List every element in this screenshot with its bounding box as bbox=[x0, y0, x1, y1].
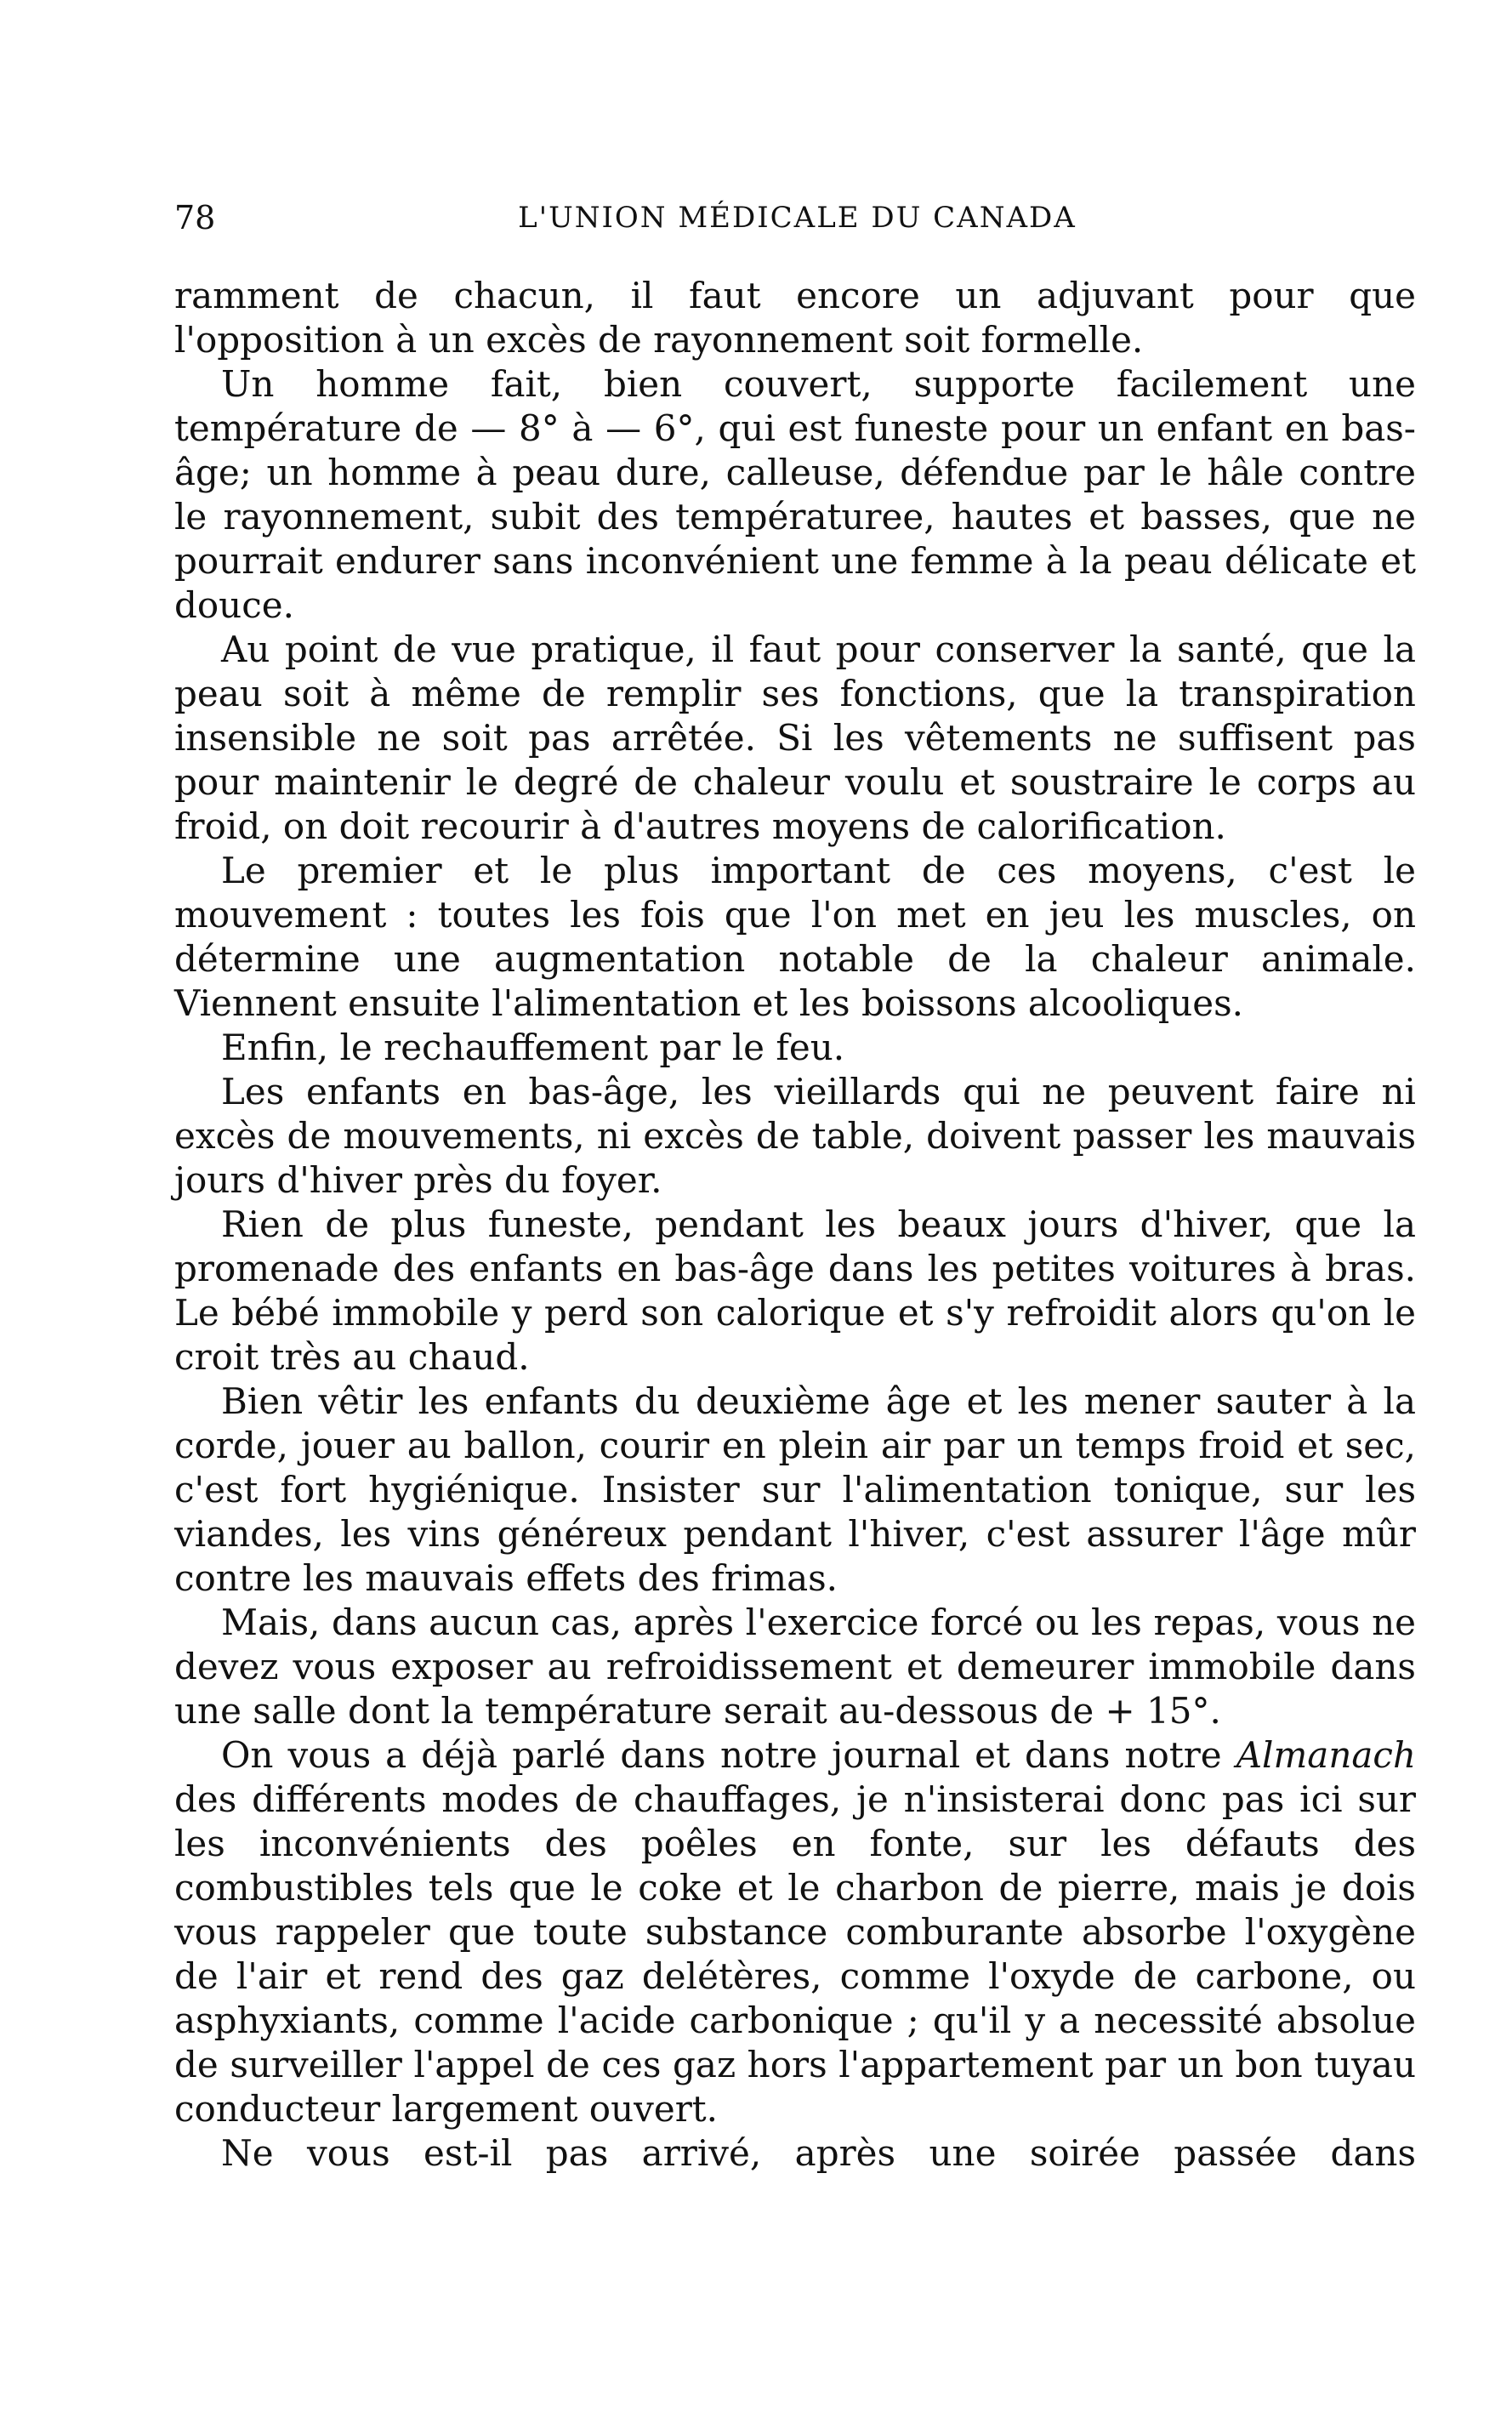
page-header bbox=[174, 194, 1420, 242]
paragraph-text: On vous a déjà parlé dans notre journal et dans notre bbox=[221, 1734, 1236, 1776]
running-title: L'UNION MÉDICALE DU CANADA bbox=[518, 201, 1077, 235]
italic-title: Almanach bbox=[1236, 1734, 1416, 1776]
paragraph: Un homme fait, bien couvert, supporte facilement une température de — 8° à — 6°, qui est funeste pour un enfant en bas-âge; un homme à peau dure, calleuse, défendue par le hâle contre le rayonnement, subit des températuree, hautes et basses, que ne pourrait endurer sans inconvénient une femme à la peau délicate et douce. bbox=[174, 363, 1416, 626]
paragraph: ramment de chacun, il faut encore un adjuvant pour que l'opposition à un excès de rayonnement soit formelle. bbox=[174, 275, 1416, 361]
paragraph: Bien vêtir les enfants du deuxième âge et les mener sauter à la corde, jouer au ballon, courir en plein air par un temps froid et sec, c'est fort hygiénique. Insister sur l'alimentation tonique, sur les viandes, les vins généreux pendant l'hiver, c'est assurer l'âge mûr contre les mauvais effets des frimas. bbox=[174, 1380, 1416, 1599]
paragraph: Au point de vue pratique, il faut pour conserver la santé, que la peau soit à même de remplir ses fonctions, que la transpiration insensible ne soit pas arrêtée. Si les vêtements ne suffisent pas pour maintenir le degré de chaleur voulu et soustraire le corps au froid, on doit recourir à d'autres moyens de calorification. bbox=[174, 629, 1416, 847]
paragraph: Le premier et le plus important de ces moyens, c'est le mouvement : toutes les fois que l'on met en jeu les muscles, on détermine une augmentation notable de la chaleur animale. Viennent ensuite l'alimentation et les boissons alcooliques. bbox=[174, 850, 1416, 1024]
paragraph: Rien de plus funeste, pendant les beaux jours d'hiver, que la promenade des enfants en bas-âge dans les petites voitures à bras. Le bébé immobile y perd son calorique et s'y refroidit alors qu'on le croit très au chaud. bbox=[174, 1203, 1416, 1378]
page-number: 78 bbox=[174, 199, 216, 236]
paragraph: Ne vous est-il pas arrivé, après une soirée passée dans bbox=[221, 2132, 1416, 2174]
paragraph: Les enfants en bas-âge, les vieillards qui ne peuvent faire ni excès de mouvements, ni excès de table, doivent passer les mauvais jours d'hiver près du foyer. bbox=[174, 1071, 1416, 1201]
body-text bbox=[174, 274, 1416, 2176]
paragraph bbox=[174, 1733, 1416, 2131]
paragraph: Enfin, le rechauffement par le feu. bbox=[221, 1027, 845, 1068]
paragraph-text: des différents modes de chauffages, je n'insisterai donc pas ici sur les inconvénients des poêles en fonte, sur les défauts des combustibles tels que le coke et le charbon de pierre, mais je dois vous rappeler que toute substance comburante absorbe l'oxygène de l'air et rend des gaz delétères, comme l'oxyde de carbone, ou asphyxiants, comme l'acide carbonique ; qu'il y a necessité absolue de surveiller l'appel de ces gaz hors l'appartement par un bon tuyau conducteur largement ouvert. bbox=[174, 1778, 1416, 2130]
paragraph: Mais, dans aucun cas, après l'exercice forcé ou les repas, vous ne devez vous exposer au refroidissement et demeurer immobile dans une salle dont la température serait au-dessous de + 15°. bbox=[174, 1602, 1416, 1732]
